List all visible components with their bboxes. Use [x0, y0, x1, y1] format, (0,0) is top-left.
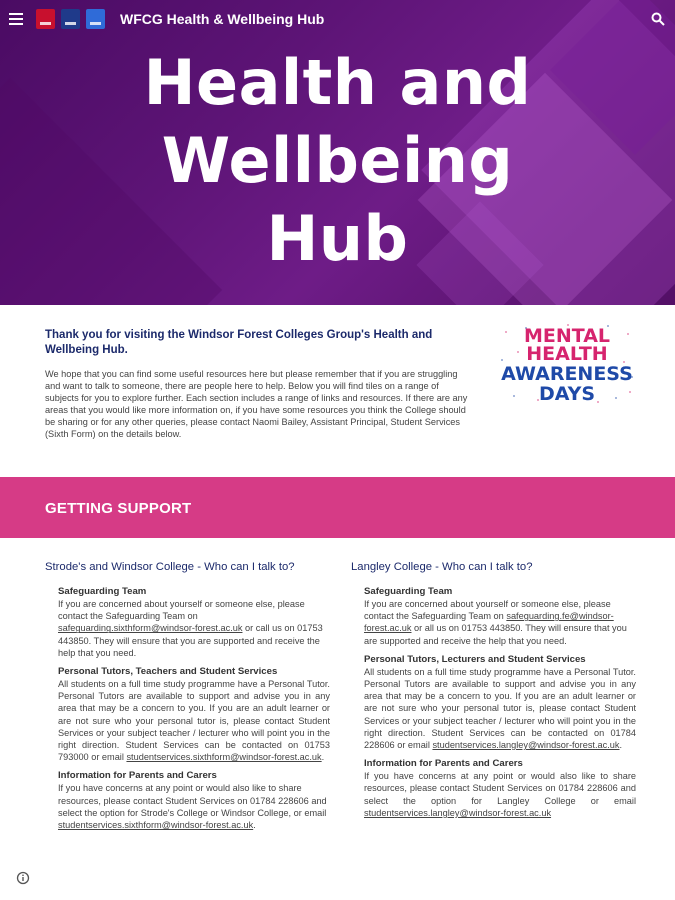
- menu-icon[interactable]: [9, 13, 23, 25]
- safeguarding-section: [58, 586, 330, 659]
- getting-support-heading: GETTING SUPPORT: [45, 500, 192, 517]
- column-heading: Langley College - Who can I talk to?: [351, 561, 533, 573]
- hero-title-line: Wellbeing: [161, 124, 514, 197]
- college-logo[interactable]: [86, 9, 105, 29]
- email-link[interactable]: safeguarding.fe@windsor-forest.ac.uk: [364, 611, 614, 634]
- parents-section: [364, 758, 636, 819]
- mental-health-image-text: AWARENESS: [501, 363, 633, 385]
- section-title: Safeguarding Team: [364, 586, 453, 597]
- section-title: Safeguarding Team: [58, 586, 147, 597]
- intro-section: [45, 328, 475, 440]
- langley-column: [351, 560, 636, 819]
- tutors-section: [364, 654, 636, 751]
- email-link[interactable]: safeguarding.sixthform@windsor-forest.ac.uk: [58, 623, 243, 634]
- safeguarding-section: [364, 586, 636, 647]
- hero-banner: [0, 0, 675, 305]
- mental-health-image-text: HEALTH: [526, 343, 608, 365]
- email-link[interactable]: studentservices.sixthform@windsor-forest.ac.uk: [126, 752, 322, 763]
- site-title[interactable]: WFCG Health & Wellbeing Hub: [120, 11, 325, 27]
- section-body: If you are concerned about yourself or someone else, please contact the Safeguarding Team on safeguarding.fe@windsor-forest.ac.uk or all us on 01753 443850. They will ensure that you are supported and receive the help that you need.: [364, 599, 627, 646]
- column-heading: Strode's and Windsor College - Who can I talk to?: [45, 561, 295, 573]
- top-bar: [0, 0, 675, 38]
- mental-health-image-text: DAYS: [538, 383, 596, 405]
- section-body: All students on a full time study programme have a Personal Tutor. Personal Tutors are available to support and advise you in any area that may be a concern to you. If you are an adult learner or are not sure who your personal tutor is, please contact Student Services or your subject teacher / lecturer who will point you in the right direction. Student Services can be contacted on 01784 228606 or email studentservices.langley@windsor-forest.ac.uk.: [364, 666, 636, 751]
- section-title: Information for Parents and Carers: [58, 770, 217, 782]
- section-title: Information for Parents and Carers: [364, 758, 523, 770]
- hero-title-line: Hub: [266, 202, 409, 275]
- info-icon[interactable]: [16, 871, 30, 885]
- mental-health-awareness-image: [498, 322, 636, 406]
- strodes-windsor-column: [45, 560, 330, 831]
- parents-section: [58, 770, 330, 831]
- section-title: Personal Tutors, Lecturers and Student Services: [364, 653, 586, 665]
- email-link[interactable]: studentservices.sixthform@windsor-forest.ac.uk: [58, 820, 254, 831]
- section-body: If you have concerns at any point or would also like to share resources, please contact Student Services on 01784 228606 and select the option for Strode's College or Windsor College, or email studentservices.sixthform@windsor-forest.ac.uk.: [58, 783, 327, 831]
- getting-support-band: [0, 477, 675, 538]
- intro-body: We hope that you can find some useful resources here but please remember that if you are struggling and want to talk to someone, there are people here to help. Below you will find tiles on a range of subjects for you to explore further. Each section includes a range of links and resources. If there are any areas that you would like more information on, if you have some resources you think the College should be sharing or for any other queries, please contact Naomi Bailey, Assistant Principal, Student Services (Sixth Form) on the details below.: [45, 369, 468, 439]
- hero-title: [0, 44, 675, 278]
- email-link[interactable]: studentservices.langley@windsor-forest.ac.uk: [364, 807, 552, 818]
- hero-title-line: Health and: [143, 46, 532, 119]
- email-link[interactable]: studentservices.langley@windsor-forest.ac.uk: [432, 740, 620, 751]
- search-icon[interactable]: [651, 12, 665, 26]
- intro-heading: Thank you for visiting the Windsor Forest Colleges Group's Health and Wellbeing Hub.: [45, 329, 433, 356]
- section-body: If you have concerns at any point or would also like to share resources, please contact Student Services on 01784 228606 and select the option for Langley College or email studentservices.langley@windsor-forest.ac.uk: [364, 771, 636, 818]
- college-logo[interactable]: [36, 9, 55, 29]
- mental-health-image-text: MENTAL: [523, 325, 611, 347]
- section-body: If you are concerned about yourself or someone else, please contact the Safeguarding Team on safeguarding.sixthform@windsor-forest.ac.uk or call us on 01753 443850. They will ensure that you are supported and receive the help that you need.: [58, 599, 323, 658]
- college-logo[interactable]: [61, 9, 80, 29]
- section-body: All students on a full time study programme have a Personal Tutor. Personal Tutors are available to support and advise you in any area that may be a concern to you. If you are an adult learner or are not sure who your personal tutor is, please contact Student Services or your subject teacher / lecturer who will point you in the right direction. Student Services can be contacted on 01753 793000 or email studentservices.sixthform@windsor-forest.ac.uk.: [58, 679, 330, 763]
- tutors-section: [58, 666, 330, 763]
- section-title: Personal Tutors, Teachers and Student Services: [58, 666, 278, 678]
